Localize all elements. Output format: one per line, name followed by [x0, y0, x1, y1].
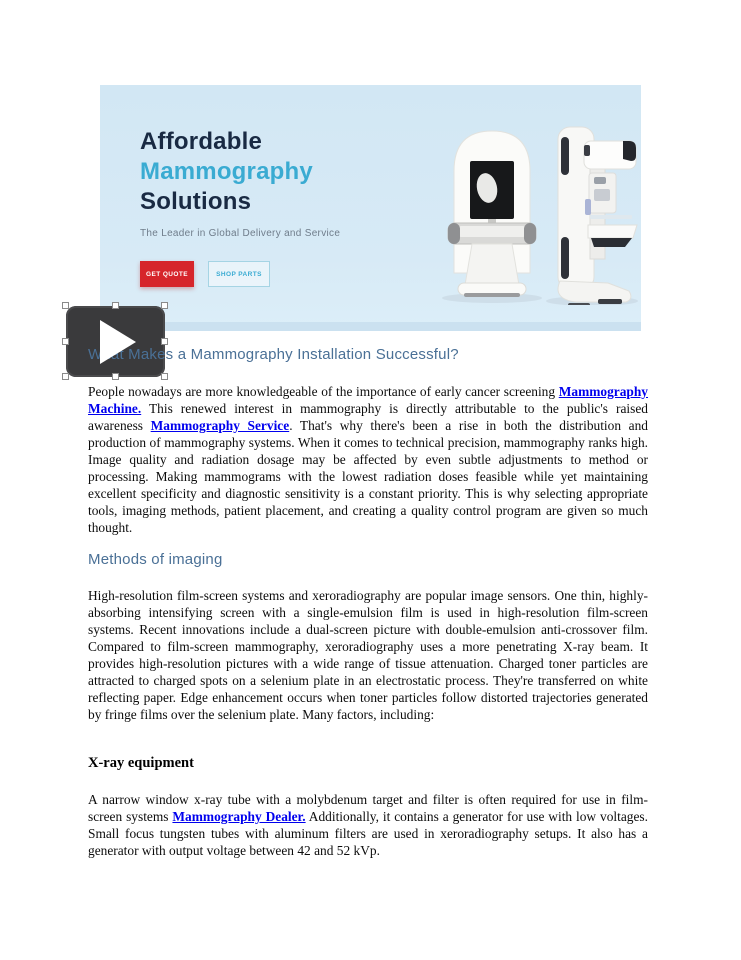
paragraph-text: This renewed interest in mammography is directly attributable to the public's raised awareness	[88, 401, 648, 433]
selection-handle[interactable]	[161, 302, 168, 309]
selection-handle[interactable]	[62, 373, 69, 380]
selection-handle[interactable]	[112, 373, 119, 380]
play-icon	[100, 320, 136, 364]
paragraph-text: Additionally, it contains a generator for use with low voltages. Small focus tungsten tubes with aluminum filters are used in xeroradiography setups. It also has a generator with output voltage between 42 and 52 kVp.	[88, 809, 648, 858]
banner-bottom-strip	[100, 322, 641, 331]
banner-copy	[140, 127, 410, 239]
link-mammography-service[interactable]: Mammography Service	[150, 418, 290, 433]
get-quote-button[interactable]: GET QUOTE	[140, 261, 194, 287]
paragraph-methods: High-resolution film-screen systems and xeroradiography are popular image sensors. One thin, highly-absorbing intensifying screen with a single-emulsion film is used in high-resolution film-screen systems. Recent innovations include a dual-screen picture with double-emulsion anti-crossover film. Compared to film-screen mammography, xeroradiography uses a more penetrating X-ray beam. It provides high-resolution pictures with a wide range of tissue attenuation. Charged toner particles are attracted to charged spots on a selenium plate in an electrostatic process. They're transferred on white reflecting paper. Edge enhancement occurs when toner particles follow distorted trajectories generated by fringe films over the selenium plate. Many factors, including:	[88, 588, 648, 722]
banner-title-line3: Solutions	[140, 188, 252, 215]
link-mammography-dealer[interactable]: Mammography Dealer.	[172, 809, 306, 824]
paragraph-text: . That's why there's been a rise in both the distribution and production of mammography systems. When it comes to technical precision, mammography ranks high. Image quality and radiation dosage may be affected by even subtle adjustments to method or processing. Making mammograms with the lowest radiation doses feasible while yet maintaining excellent specificity and diagnostic sensitivity is a constant priority. This is why selecting appropriate tools, imaging methods, patient placement, and creating a quality control program are given so much thought.	[88, 418, 648, 535]
link-mammography-machine[interactable]: Mammography Machine.	[88, 384, 648, 416]
selection-handle[interactable]	[62, 338, 69, 345]
paragraph-text: A narrow window x-ray tube with a molybdenum target and filter is often required for use in film-screen systems	[88, 792, 648, 824]
section-heading-xray: X-ray equipment	[88, 755, 194, 771]
selection-handle[interactable]	[161, 373, 168, 380]
banner-subtitle: The Leader in Global Delivery and Service	[140, 228, 341, 239]
banner-title-line1: Affordable	[140, 128, 262, 155]
paragraph-intro	[88, 383, 648, 536]
selection-handle[interactable]	[112, 302, 119, 309]
hero-banner	[100, 85, 641, 331]
banner-title-line2: Mammography	[140, 158, 313, 185]
paragraph-text: People nowadays are more knowledgeable of the importance of early cancer screening	[88, 384, 559, 399]
banner-buttons	[140, 261, 270, 287]
mammography-machine-illustration	[440, 115, 640, 305]
paragraph-xray	[88, 791, 648, 859]
article-heading: What Makes a Mammography Installation Successful?	[88, 346, 459, 363]
selection-handle[interactable]	[161, 338, 168, 345]
section-heading-methods: Methods of imaging	[88, 551, 223, 568]
selection-handle[interactable]	[62, 302, 69, 309]
shop-parts-button[interactable]: SHOP PARTS	[208, 261, 270, 287]
banner-title	[140, 127, 410, 217]
